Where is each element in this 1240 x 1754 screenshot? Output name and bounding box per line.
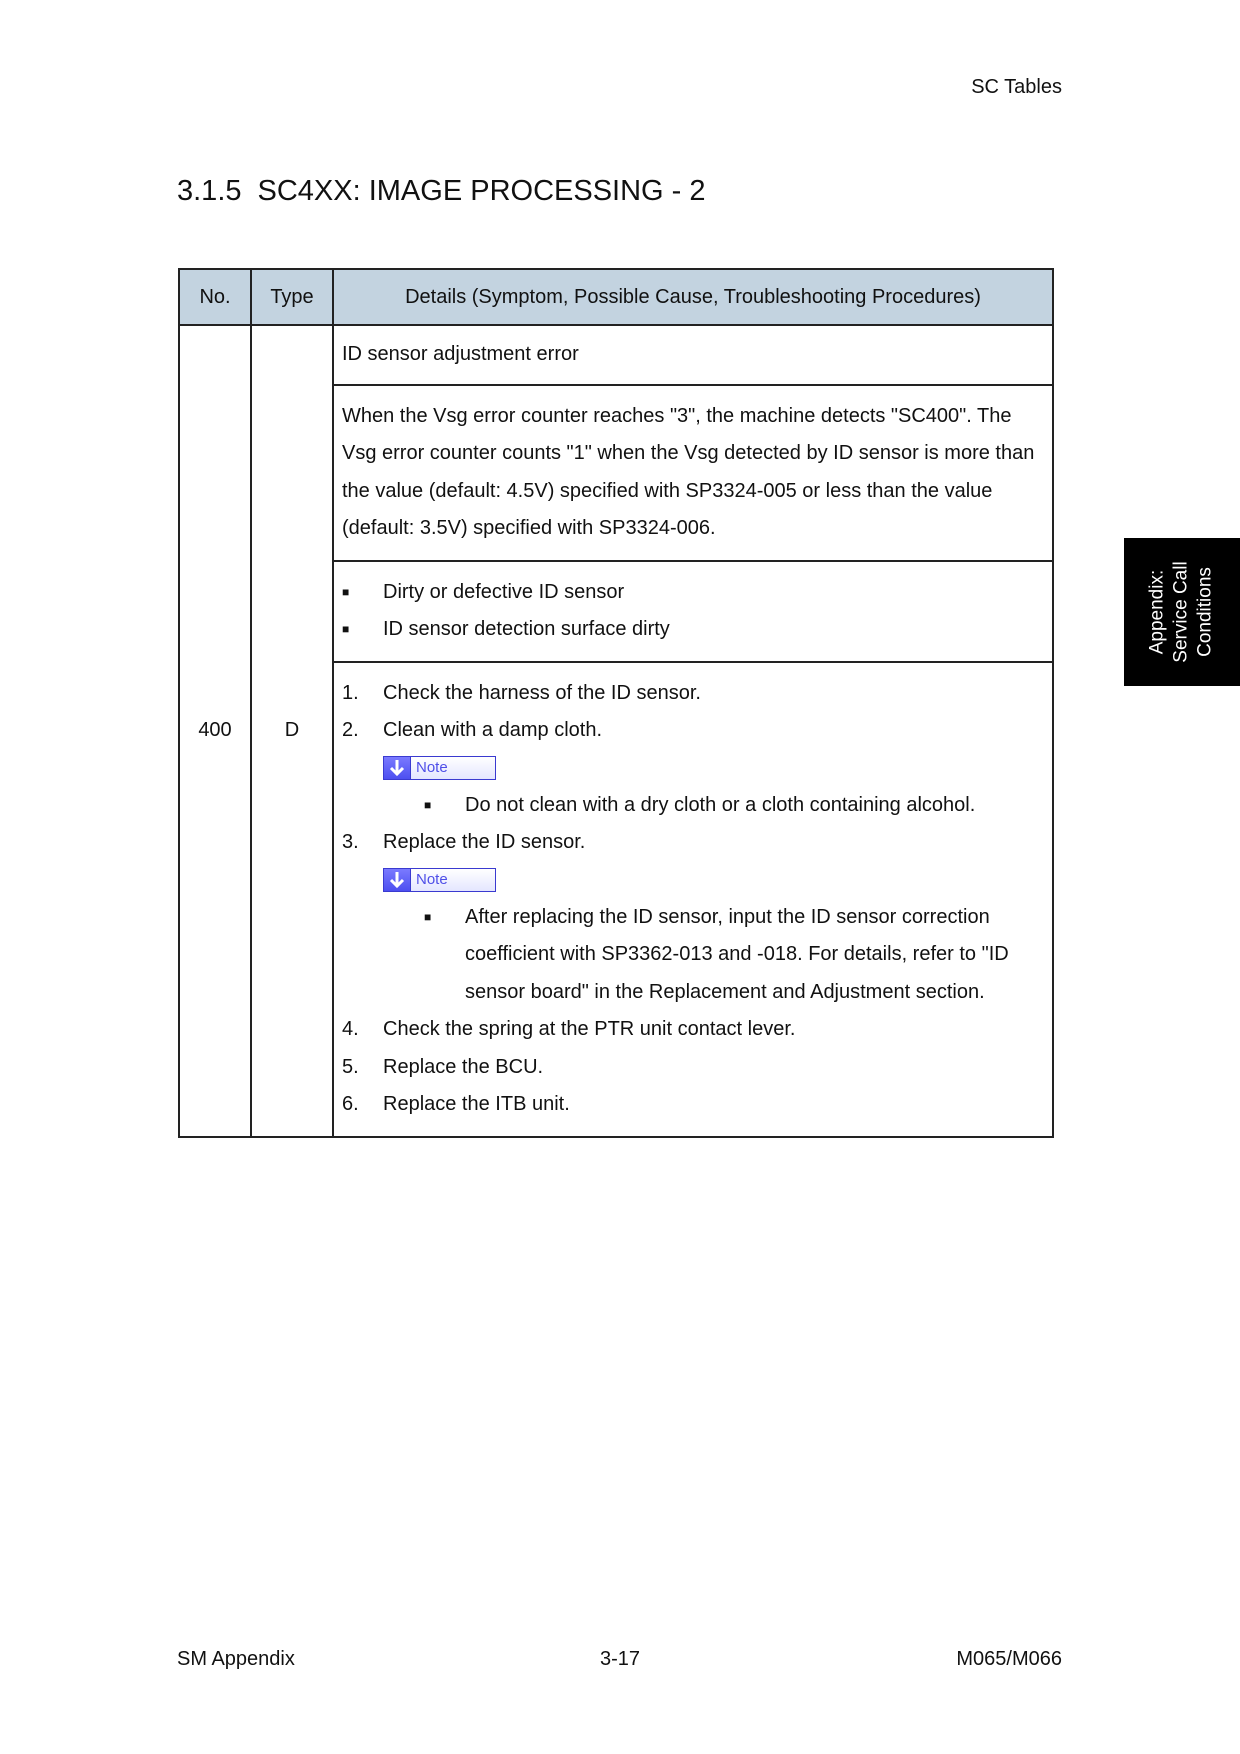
cause-item — [342, 611, 1044, 649]
step-item — [342, 675, 1044, 713]
down-arrow-icon — [384, 757, 410, 779]
note-text: Do not clean with a dry cloth or a cloth containing alcohol. — [465, 793, 976, 816]
note-badge — [383, 756, 496, 780]
note-badge-row — [342, 862, 1044, 899]
side-tab — [1124, 538, 1240, 686]
note-text: After replacing the ID sensor, input the ID sensor correction coefficient with SP3362-013 and -018. For details, refer to "ID sensor board" in the Replacement and Adjustment section. — [465, 905, 1009, 1003]
note-badge-row — [342, 750, 1044, 787]
header-type: Type — [251, 269, 333, 325]
step-item — [342, 824, 1044, 862]
sc-table — [178, 268, 1054, 1138]
cause-text: ID sensor detection surface dirty — [383, 618, 670, 640]
cause-item — [342, 574, 1044, 612]
step-text: Check the harness of the ID sensor. — [383, 681, 701, 704]
sc-causes — [333, 561, 1053, 662]
footer-page-number: 3-17 — [599, 1648, 641, 1670]
note-badge — [383, 868, 496, 892]
bullet-icon: ■ — [342, 584, 350, 599]
step-item — [342, 712, 1044, 750]
side-tab-line: Service Call — [1171, 561, 1192, 663]
note-label: Note — [410, 869, 495, 891]
note-item — [342, 787, 1044, 825]
step-item — [342, 1049, 1044, 1087]
section-title — [177, 175, 706, 208]
step-number: 4. — [342, 1018, 359, 1040]
header-details: Details (Symptom, Possible Cause, Troubleshooting Procedures) — [333, 269, 1053, 325]
bullet-icon: ■ — [424, 797, 432, 812]
table-header-row — [179, 269, 1053, 325]
step-text: Replace the ITB unit. — [383, 1093, 570, 1115]
step-item — [342, 1086, 1044, 1124]
step-text: Check the spring at the PTR unit contact lever. — [383, 1018, 796, 1040]
step-number: 6. — [342, 1093, 359, 1115]
side-tab-line: Appendix: — [1147, 569, 1168, 655]
side-tab-line: Conditions — [1195, 567, 1216, 657]
sc-title: ID sensor adjustment error — [333, 325, 1053, 385]
sc-procedures — [333, 662, 1053, 1137]
bullet-icon: ■ — [424, 909, 432, 924]
header-no: No. — [179, 269, 251, 325]
step-number: 2. — [342, 719, 359, 741]
table-row — [179, 325, 1053, 385]
footer-manual-name: SM Appendix — [177, 1648, 295, 1670]
running-header: SC Tables — [971, 76, 1062, 98]
note-item — [342, 899, 1044, 1012]
sc-type: D — [251, 325, 333, 1137]
section-number: 3.1.5 — [177, 175, 242, 207]
step-number: 1. — [342, 681, 359, 704]
step-item — [342, 1011, 1044, 1049]
cause-text: Dirty or defective ID sensor — [383, 580, 625, 603]
footer-model: M065/M066 — [956, 1648, 1062, 1670]
section-heading: SC4XX: IMAGE PROCESSING - 2 — [257, 175, 706, 207]
step-text: Replace the BCU. — [383, 1055, 544, 1078]
note-label: Note — [410, 757, 495, 779]
side-tab-label — [1146, 561, 1218, 662]
down-arrow-icon — [384, 869, 410, 891]
step-text: Replace the ID sensor. — [383, 831, 586, 853]
bullet-icon: ■ — [342, 622, 350, 636]
step-number: 3. — [342, 831, 359, 853]
sc-description: When the Vsg error counter reaches "3", the machine detects "SC400". The Vsg error counter counts "1" when the Vsg detected by ID sensor is more than the value (default: 4.5V) specified with SP3324-005 or less than the value (default: 3.5V) specified with SP3324-006. — [333, 385, 1053, 561]
step-number: 5. — [342, 1055, 359, 1078]
step-text: Clean with a damp cloth. — [383, 719, 603, 741]
sc-number: 400 — [179, 325, 251, 1137]
